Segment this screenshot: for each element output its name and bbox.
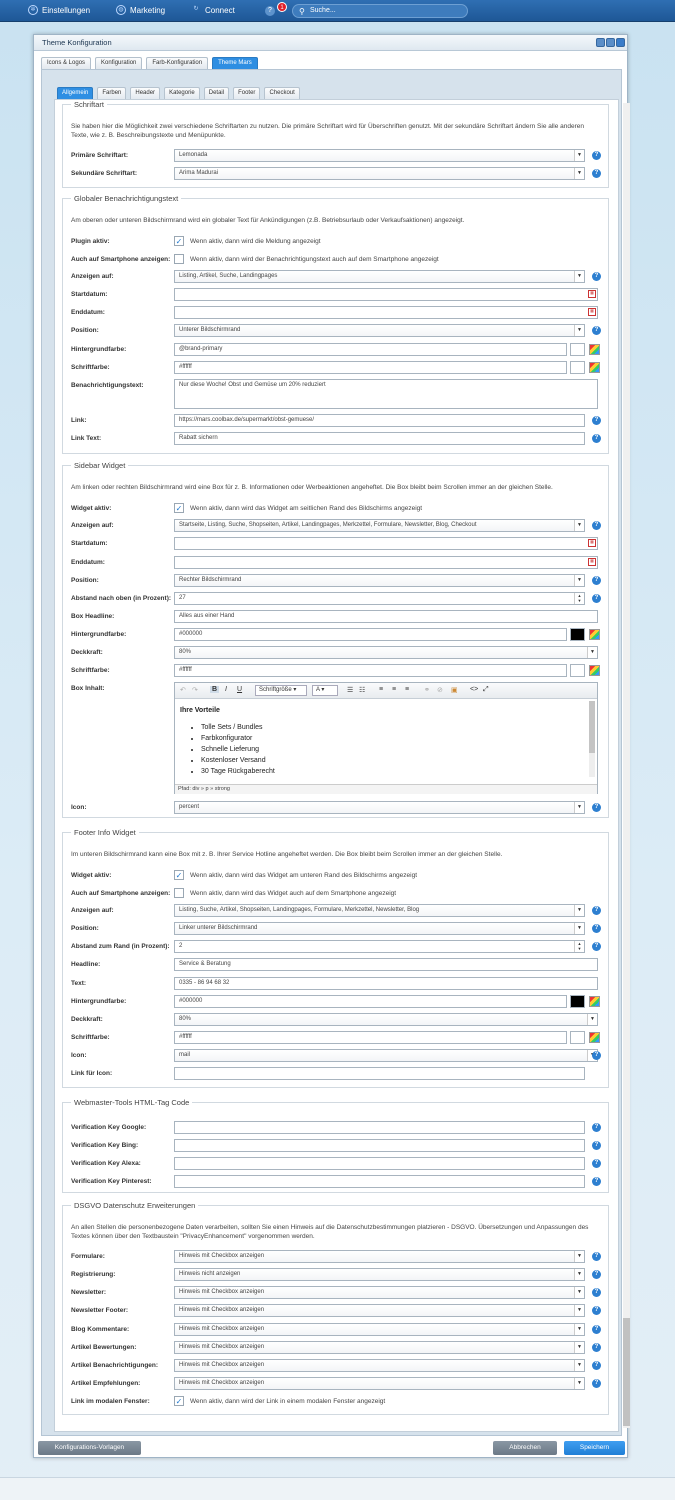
row-font-color: Schriftfarbe: #ffffff [71,361,606,375]
help-icon[interactable]: ? [592,1270,601,1279]
row-opacity: Deckkraft: 80% ▼ [71,1013,606,1027]
search-input[interactable]: ⚲ Suche... [292,4,468,18]
section-title: Sidebar Widget [74,461,126,470]
smartphone-checkbox[interactable] [174,254,184,264]
help-icon[interactable]: ? [592,151,601,160]
config-templates-button[interactable]: Konfigurations-Vorlagen [38,1441,141,1455]
unlink-icon[interactable]: ⊘ [437,687,443,694]
chevron-down-icon: ▼ [574,520,584,531]
section-sidebar-widget [62,461,609,818]
row-bg-color: Hintergrundfarbe: @brand-primary [71,343,606,357]
help-icon[interactable]: ? [592,1306,601,1315]
chevron-down-icon: ▼ [574,271,584,282]
help-icon[interactable]: ? [592,1343,601,1352]
content-frame [41,69,622,1436]
row-start-date: Startdatum: ▦ [71,537,606,551]
row-box-content: Box Inhalt: ↶ ↷ B I U Schriftgröße ▾ A ▾ ☰ ☷ ≡ ≡ ≡ ⚭ ⊘ ▣ <> ⤢ Ihre Vorteile • Tolle Sets / Bundles • Farbkonfigurator • Schnelle Lieferung • Kostenloser Versand • 30 Tage Rückgaberecht Pfad: div » p » strong [71,682,606,796]
color-picker-icon[interactable] [589,1032,600,1043]
help-icon[interactable]: ? [592,1288,601,1297]
color-picker-icon[interactable] [589,362,600,373]
text-input[interactable]: 0335 - 86 94 68 32 [174,977,598,990]
row-dsgvo-newsletter-footer: Newsletter Footer: Hinweis mit Checkbox anzeigen ▼ ? [71,1304,606,1318]
chevron-down-icon: ▼ [574,1324,584,1335]
section-title: Schriftart [74,100,105,109]
subtab-footer[interactable]: Footer [233,87,260,99]
icon-link-input[interactable] [174,1067,585,1080]
font-color-input[interactable]: #ffffff [174,361,567,374]
row-modal-link: Link im modalen Fenster: ✓ Wenn aktiv, dann wird der Link in einem modalen Fenster angezeigt [71,1397,386,1406]
start-date-input[interactable] [174,537,598,550]
subtab-checkout[interactable]: Checkout [264,87,299,99]
row-dsgvo-bewertungen: Artikel Bewertungen: Hinweis mit Checkbox anzeigen ▼ ? [71,1341,606,1355]
row-alexa-key: Verification Key Alexa: ? [71,1157,606,1171]
chevron-down-icon: ▼ [574,168,584,179]
bg-color-input[interactable]: #000000 [174,628,567,641]
font-color-input[interactable]: #ffffff [174,1031,567,1044]
help-icon[interactable]: ? [592,803,601,812]
color-picker-icon[interactable] [589,665,600,676]
nav-marketing[interactable]: ◍ Marketing [116,5,165,15]
help-icon[interactable]: ? [592,434,601,443]
row-bg-color: Hintergrundfarbe: #000000 [71,628,606,642]
help-icon[interactable]: ? [592,416,601,425]
list-item: • Schnelle Lieferung [201,744,585,755]
editor-path: Pfad: div » p » strong [175,784,597,794]
code-icon[interactable]: <> [470,686,479,693]
help-icon[interactable]: ? [592,1361,601,1370]
section-intro: Am linken oder rechten Bildschirmrand wird eine Box für z. B. Informationen oder Werbeaktionen angeheftet. Die Box bleibt beim Scrollen immer an der gleichen Stelle. [71,484,553,491]
section-title: Footer Info Widget [74,828,136,837]
pinterest-key-input[interactable] [174,1175,585,1188]
row-end-date: Enddatum: ▦ [71,556,606,570]
alexa-key-input[interactable] [174,1157,585,1170]
color-swatch[interactable] [570,343,585,356]
show-on-select[interactable]: Startseite, Listing, Suche, Shopseiten, Artikel, Landingpages, Merkzettel, Formulare, Newsletter, Blog, Checkout ▼ [174,519,585,532]
chevron-down-icon: ▼ [574,1269,584,1280]
text-color-select[interactable]: A ▾ [312,685,338,696]
section-notification [62,194,609,454]
bullet-list-icon[interactable]: ☰ [347,687,354,694]
top-navigation-bar [0,0,675,22]
widget-active-checkbox[interactable]: ✓ [175,504,183,513]
row-dsgvo-formulare: Formulare: Hinweis mit Checkbox anzeigen ▼ ? [71,1250,606,1264]
dsgvo-select[interactable]: Hinweis mit Checkbox anzeigen ▼ [174,1304,585,1317]
subtab-kategorie[interactable]: Kategorie [164,87,200,99]
row-headline: Headline: Service & Beratung [71,958,606,972]
row-show-on: Anzeigen auf: Startseite, Listing, Suche, Shopseiten, Artikel, Landingpages, Merkzettel, Formulare, Newsletter, Blog, Checkout ▼ ? [71,519,606,533]
bg-color-input[interactable]: #000000 [174,995,567,1008]
editor-list [201,722,585,777]
row-text: Text: 0335 - 86 94 68 32 [71,977,606,991]
notification-badge[interactable]: 1 [277,2,287,12]
row-offset: Abstand zum Rand (in Prozent): 2 ▲ ▼ ? [71,940,606,954]
settings-panel [54,99,619,1432]
page-footer [0,1477,675,1500]
row-widget-active: Widget aktiv: ✓ Wenn aktiv, dann wird das Widget am seitlichen Rand des Bildschirms angezeigt [71,504,423,513]
row-end-date: Enddatum: ▦ [71,306,606,320]
scrollbar-thumb[interactable] [623,1318,630,1426]
help-icon[interactable]: ? [592,169,601,178]
stepper-arrows-icon[interactable]: ▲ ▼ [574,593,584,604]
bold-icon[interactable]: B [212,686,218,693]
chevron-down-icon: ▼ [587,647,597,658]
editor-content[interactable] [180,705,585,777]
row-position: Position: Rechter Bildschirmrand ▼ ? [71,574,606,588]
row-smartphone: Auch auf Smartphone anzeigen: Wenn aktiv, dann wird der Benachrichtigungstext auch auf dem Smartphone angezeigt [71,256,439,263]
opacity-select[interactable]: 80% ▼ [174,1013,598,1026]
align-center-icon[interactable]: ≡ [392,686,397,693]
row-dsgvo-newsletter: Newsletter: Hinweis mit Checkbox anzeigen ▼ ? [71,1286,606,1300]
list-item: • Tolle Sets / Bundles [201,722,585,733]
show-on-select[interactable]: Listing, Artikel, Suche, Landingpages ▼ [174,270,585,283]
gear-icon: ✲ [28,5,38,15]
section-intro: Im unteren Bildschirmrand kann eine Box mit z. B. Ihrer Service Hotline angeheftet werden. Die Box bleibt beim Scrollen immer an der gleichen Stelle. [71,851,503,858]
section-title: Webmaster-Tools HTML-Tag Code [74,1098,190,1107]
opacity-select[interactable]: 80% ▼ [174,646,598,659]
row-start-date: Startdatum: ▦ [71,288,606,302]
notification-textarea[interactable]: Nur diese Woche! Obst und Gemüse um 20% reduziert [174,379,598,409]
help-icon[interactable]: ? [592,326,601,335]
section-footer-widget [62,828,609,1088]
dsgvo-select[interactable]: Hinweis mit Checkbox anzeigen ▼ [174,1286,585,1299]
start-date-input[interactable] [174,288,598,301]
font-color-input[interactable]: #ffffff [174,664,567,677]
headline-input[interactable]: Service & Beratung [174,958,598,971]
subtab-farben[interactable]: Farben [97,87,126,99]
color-picker-icon[interactable] [589,996,600,1007]
close-icon[interactable] [616,38,625,47]
chevron-down-icon: ▼ [574,1378,584,1389]
dsgvo-select[interactable]: Hinweis mit Checkbox anzeigen ▼ [174,1359,585,1372]
tab-konfiguration[interactable]: Konfiguration [95,57,142,69]
nav-connect[interactable]: ↻ Connect [191,5,235,15]
tab-farb-konfiguration[interactable]: Farb-Konfiguration [146,57,208,69]
help-icon[interactable]: ? [592,942,601,951]
link-input[interactable]: https://mars.coolbax.de/supermarkt/obst-gemuese/ [174,414,585,427]
row-widget-active: Widget aktiv: ✓ Wenn aktiv, dann wird das Widget am unteren Rand des Bildschirms angezeigt [71,871,418,880]
dsgvo-select[interactable]: Hinweis mit Checkbox anzeigen ▼ [174,1377,585,1390]
numbered-list-icon[interactable]: ☷ [359,687,366,694]
bing-key-input[interactable] [174,1139,585,1152]
row-bing-key: Verification Key Bing: ? [71,1139,606,1153]
widget-active-checkbox[interactable]: ✓ [175,871,183,880]
row-pinterest-key: Verification Key Pinterest: ? [71,1175,606,1189]
row-secondary-font: Sekundäre Schriftart: Arima Madurai ▼ ? [71,167,606,181]
subtab-detail[interactable]: Detail [204,87,229,99]
primary-font-select[interactable]: Lemonada ▼ [174,149,585,162]
maximize-icon[interactable] [606,38,615,47]
chevron-down-icon: ▼ [574,1342,584,1353]
end-date-input[interactable] [174,556,598,569]
stepper-arrows-icon[interactable]: ▲ ▼ [574,941,584,952]
help-icon[interactable]: ? [592,906,601,915]
chevron-down-icon: ▼ [574,1287,584,1298]
offset-stepper[interactable]: 2 ▲ ▼ [174,940,585,953]
editor-toolbar [175,683,597,699]
row-dsgvo-blog: Blog Kommentare: Hinweis mit Checkbox anzeigen ▼ ? [71,1323,606,1337]
calendar-icon[interactable]: ▦ [588,558,596,566]
row-notification-text: Benachrichtigungstext: Nur diese Woche! Obst und Gemüse um 20% reduziert [71,379,606,411]
undo-icon[interactable]: ↶ [180,687,186,694]
position-select[interactable]: Unterer Bildschirmrand ▼ [174,324,585,337]
color-picker-icon[interactable] [589,629,600,640]
calendar-icon[interactable]: ▦ [588,308,596,316]
help-icon[interactable]: ? [592,594,601,603]
chevron-down-icon: ▼ [574,1305,584,1316]
color-swatch[interactable] [570,628,585,641]
align-right-icon[interactable]: ≡ [405,686,410,693]
row-opacity: Deckkraft: 80% ▼ [71,646,606,660]
help-icon[interactable]: ? [592,1051,601,1060]
offset-stepper[interactable]: 27 ▲ ▼ [174,592,585,605]
color-picker-icon[interactable] [589,344,600,355]
help-icon[interactable]: ? [592,576,601,585]
color-swatch[interactable] [570,995,585,1008]
row-plugin-active: Plugin aktiv: ✓ Wenn aktiv, dann wird die Meldung angezeigt [71,237,321,246]
dsgvo-select[interactable]: Hinweis mit Checkbox anzeigen ▼ [174,1250,585,1263]
theme-config-window [33,34,628,1458]
chevron-down-icon: ▼ [574,150,584,161]
section-intro: Sie haben hier die Möglichkeit zwei verschiedene Schriftarten zu nutzen. Die primäre Schriftart wird für Überschriften genutzt. Mit der sekundäre Schriftart ändern Sie alle anderen Texte, wie z. B. Beschreibungstexte und Menüpunkte. [71,123,585,139]
underline-icon[interactable]: U [237,686,243,693]
row-bg-color: Hintergrundfarbe: #000000 [71,995,606,1009]
help-icon[interactable]: ? [592,272,601,281]
link-text-input[interactable]: Rabatt sichern [174,432,585,445]
bg-color-input[interactable]: @brand-primary [174,343,567,356]
align-left-icon[interactable]: ≡ [379,686,384,693]
row-position: Position: Unterer Bildschirmrand ▼ ? [71,324,606,338]
dsgvo-select[interactable]: Hinweis mit Checkbox anzeigen ▼ [174,1341,585,1354]
window-title: Theme Konfiguration [34,35,627,51]
row-offset: Abstand nach oben (in Prozent): 27 ▲ ▼ ? [71,592,606,606]
help-icon[interactable]: ? [592,521,601,530]
editor-scrollbar-thumb[interactable] [589,701,595,753]
chevron-down-icon: ▼ [574,923,584,934]
subtab-allgemein[interactable]: Allgemein [57,87,93,99]
chevron-down-icon: ▼ [574,802,584,813]
color-swatch[interactable] [570,361,585,374]
chevron-down-icon: ▼ [574,325,584,336]
row-icon: Icon: percent ▼ ? [71,801,606,815]
save-button[interactable]: Speichern [564,1441,625,1455]
list-item: • Farbkonfigurator [201,733,585,744]
row-font-color: Schriftfarbe: #ffffff [71,1031,606,1045]
list-item: • 30 Tage Rückgaberecht [201,766,585,777]
row-google-key: Verification Key Google: ? [71,1121,606,1135]
row-link-text: Link Text: Rabatt sichern ? [71,432,606,446]
font-size-select[interactable]: Schriftgröße ▾ [255,685,307,696]
help-icon[interactable]: ? [592,1325,601,1334]
row-font-color: Schriftfarbe: #ffffff [71,664,606,678]
help-icon[interactable]: ? [592,1252,601,1261]
chevron-down-icon: ▼ [574,1360,584,1371]
section-intro: Am oberen oder unteren Bildschirmrand wird ein globaler Text für Ankündigungen (z.B. Betriebsurlaub oder Verkaufsaktionen) angezeigt. [71,217,465,224]
color-swatch[interactable] [570,1031,585,1044]
calendar-icon[interactable]: ▦ [588,290,596,298]
row-icon-link: Link für Icon: [71,1067,606,1081]
connect-icon: ↻ [193,6,199,12]
italic-icon[interactable]: I [225,686,227,693]
tab-theme-mars[interactable]: Theme Mars [212,57,258,69]
section-title: DSGVO Datenschutz Erweiterungen [74,1201,196,1210]
chevron-down-icon: ▼ [587,1014,597,1025]
minimize-icon[interactable] [596,38,605,47]
help-icon[interactable]: ? [265,6,275,16]
smartphone-checkbox[interactable] [174,888,184,898]
row-show-on: Anzeigen auf: Listing, Suche, Artikel, Shopseiten, Landingpages, Formulare, Merkzettel, Newsletter, Blog ▼ ? [71,904,606,918]
section-webmaster-tools [62,1098,609,1193]
row-headline: Box Headline: Alles aus einer Hand [71,610,606,624]
headline-input[interactable]: Alles aus einer Hand [174,610,598,623]
section-title: Globaler Benachrichtigungstext [74,194,179,203]
dsgvo-select[interactable]: Hinweis mit Checkbox anzeigen ▼ [174,1323,585,1336]
chevron-down-icon: ▼ [574,905,584,916]
dsgvo-select[interactable]: Hinweis nicht anzeigen ▼ [174,1268,585,1281]
icon-select[interactable]: mail [174,1049,598,1062]
plugin-active-checkbox[interactable]: ✓ [175,237,183,246]
chevron-down-icon: ▼ [574,1251,584,1262]
search-icon: ⚲ [299,7,305,16]
row-link: Link: https://mars.coolbax.de/supermarkt/obst-gemuese/ ? [71,414,606,428]
image-icon[interactable]: ▣ [451,687,458,694]
rich-text-editor[interactable] [174,682,598,794]
editor-scrollbar[interactable] [589,701,595,777]
tab-icons-logos[interactable]: Icons & Logos [41,57,91,69]
modal-link-checkbox[interactable]: ✓ [175,1397,183,1406]
row-smartphone: Auch auf Smartphone anzeigen: Wenn aktiv, dann wird das Widget auch auf dem Smartphone angezeigt [71,890,397,897]
chevron-down-icon: ▼ [574,575,584,586]
help-icon[interactable]: ? [592,1159,601,1168]
position-select[interactable]: Rechter Bildschirmrand ▼ [174,574,585,587]
color-swatch[interactable] [570,664,585,677]
row-icon: Icon: mail ? [71,1049,606,1063]
link-icon[interactable]: ⚭ [424,687,430,694]
section-schriftart [62,100,609,188]
help-icon[interactable]: ? [592,924,601,933]
help-icon[interactable]: ? [592,1379,601,1388]
cancel-button[interactable]: Abbrechen [493,1441,557,1455]
help-icon[interactable]: ? [592,1177,601,1186]
list-item: • Kostenloser Versand [201,755,585,766]
nav-settings[interactable]: ✲ Einstellungen [28,5,90,15]
secondary-font-select[interactable]: Arima Madurai ▼ [174,167,585,180]
row-primary-font: Primäre Schriftart: Lemonada ▼ ? [71,149,606,163]
row-dsgvo-registrierung: Registrierung: Hinweis nicht anzeigen ▼ ? [71,1268,606,1282]
end-date-input[interactable] [174,306,598,319]
google-key-input[interactable] [174,1121,585,1134]
editor-heading: Ihre Vorteile [180,707,220,714]
row-dsgvo-empfehlungen: Artikel Empfehlungen: Hinweis mit Checkbox anzeigen ▼ ? [71,1377,606,1391]
row-dsgvo-benachrichtigungen: Artikel Benachrichtigungen: Hinweis mit Checkbox anzeigen ▼ ? [71,1359,606,1373]
redo-icon[interactable]: ↷ [192,687,198,694]
fullscreen-icon[interactable]: ⤢ [483,686,489,693]
position-select[interactable]: Linker unterer Bildschirmrand ▼ [174,922,585,935]
section-dsgvo [62,1201,609,1415]
show-on-select[interactable]: Listing, Suche, Artikel, Shopseiten, Landingpages, Formulare, Merkzettel, Newsletter, Blog ▼ [174,904,585,917]
help-icon[interactable]: ? [592,1141,601,1150]
section-intro: An allen Stellen die personenbezogene Daten verarbeiten, sollten Sie einen Hinweis auf die Datenschutzbestimmungen platzieren - DSGVO. Übersetzungen und Anpassungen des Textes können über den Textbaustein "PrivacyEnhancement" vorgenommen werden. [71,1224,589,1240]
help-icon[interactable]: ? [592,1123,601,1132]
subtab-header[interactable]: Header [130,87,160,99]
row-position: Position: Linker unterer Bildschirmrand ▼ ? [71,922,606,936]
globe-icon: ◍ [116,5,126,15]
icon-select[interactable]: percent ▼ [174,801,585,814]
panel-scrollbar[interactable] [623,103,630,1428]
row-show-on: Anzeigen auf: Listing, Artikel, Suche, Landingpages ▼ ? [71,270,606,284]
calendar-icon[interactable]: ▦ [588,539,596,547]
